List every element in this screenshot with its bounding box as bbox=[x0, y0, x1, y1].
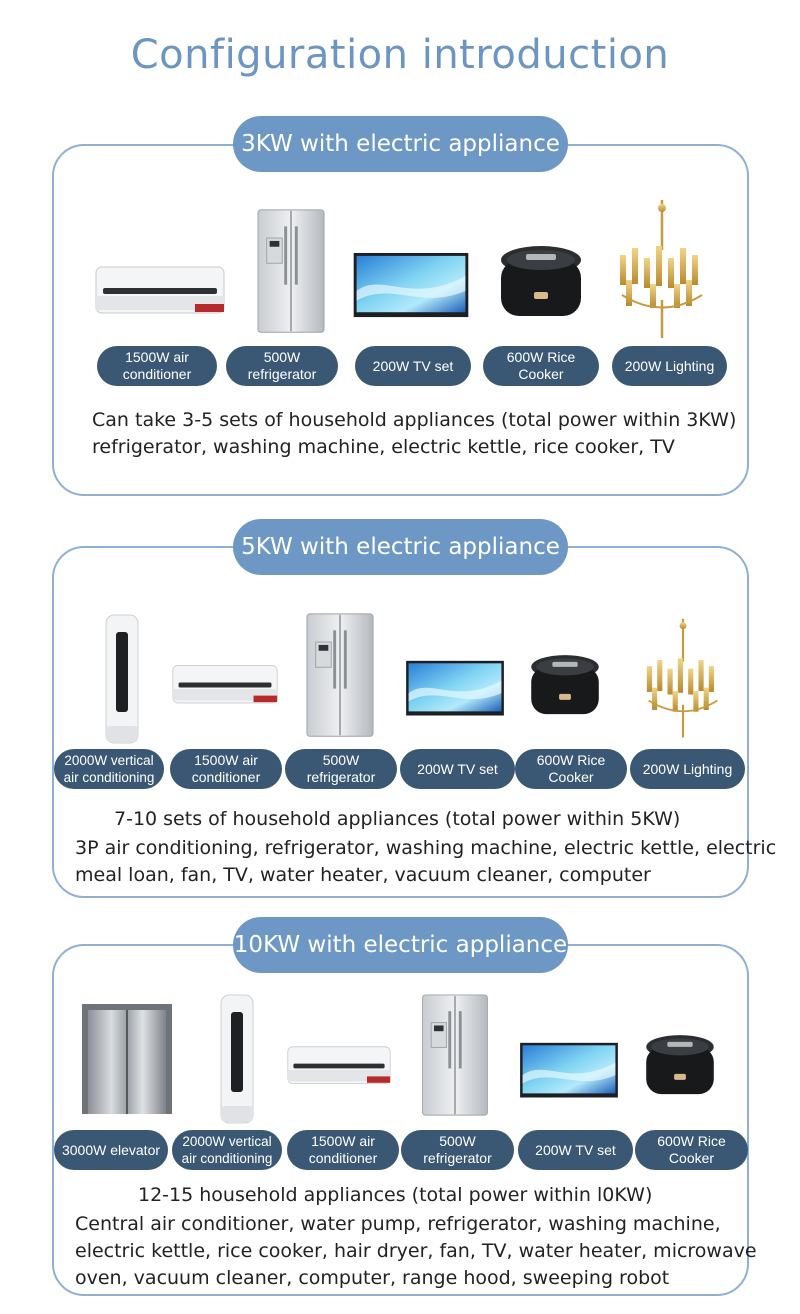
rice-cooker-icon bbox=[496, 240, 586, 330]
tv-icon bbox=[352, 252, 470, 320]
section-3kw-header: 3KW with electric appliance bbox=[233, 116, 568, 172]
appliance-label: 600W Rice Cooker bbox=[635, 1130, 748, 1170]
appliance-label: 600W Rice Cooker bbox=[515, 749, 627, 789]
refrigerator-icon bbox=[257, 208, 325, 336]
air-conditioner-icon bbox=[95, 266, 225, 316]
tv-icon bbox=[519, 1042, 619, 1100]
section-description: 7-10 sets of household appliances (total power within 5KW) bbox=[114, 808, 681, 830]
refrigerator-icon bbox=[306, 612, 374, 740]
elevator-icon bbox=[82, 1004, 172, 1114]
appliance-label: 200W TV set bbox=[400, 749, 515, 789]
section-description: refrigerator, washing machine, electric kettle, rice cooker, TV bbox=[92, 436, 675, 458]
section-description: Can take 3-5 sets of household appliances (total power within 3KW) bbox=[92, 409, 737, 431]
air-conditioner-icon bbox=[286, 1046, 392, 1086]
appliance-label: 200W TV set bbox=[355, 346, 471, 386]
appliance-label: 1500W air conditioner bbox=[97, 346, 217, 386]
section-description: Central air conditioner, water pump, refrigerator, washing machine, bbox=[75, 1213, 721, 1235]
air-conditioner-icon bbox=[172, 664, 278, 706]
appliance-label: 500W refrigerator bbox=[285, 749, 397, 789]
rice-cooker-icon bbox=[642, 1030, 718, 1106]
section-description: meal loan, fan, TV, water heater, vacuum cleaner, computer bbox=[75, 864, 651, 886]
section-5kw-header: 5KW with electric appliance bbox=[233, 519, 568, 575]
section-description: 12-15 household appliances (total power within l0KW) bbox=[138, 1184, 653, 1206]
appliance-label: 500W refrigerator bbox=[226, 346, 338, 386]
rice-cooker-icon bbox=[527, 650, 603, 726]
page-title: Configuration introduction bbox=[130, 32, 670, 78]
appliance-label: 200W Lighting bbox=[612, 346, 727, 386]
section-description: 3P air conditioning, refrigerator, washing machine, electric kettle, electric bbox=[75, 837, 777, 859]
appliance-label: 3000W elevator bbox=[54, 1130, 168, 1170]
appliance-label: 2000W vertical air conditioning bbox=[172, 1130, 282, 1170]
appliance-label: 1500W air conditioner bbox=[287, 1130, 399, 1170]
chandelier-icon bbox=[640, 614, 726, 744]
chandelier-icon bbox=[612, 200, 712, 340]
section-description: electric kettle, rice cooker, hair dryer, fan, TV, water heater, microwave bbox=[75, 1240, 757, 1262]
appliance-label: 500W refrigerator bbox=[401, 1130, 514, 1170]
appliance-label: 200W TV set bbox=[518, 1130, 633, 1170]
refrigerator-icon bbox=[421, 994, 489, 1118]
appliance-label: 2000W vertical air conditioning bbox=[54, 749, 164, 789]
appliance-label: 1500W air conditioner bbox=[170, 749, 282, 789]
section-description: oven, vacuum cleaner, computer, range hood, sweeping robot bbox=[75, 1267, 670, 1289]
appliance-label: 600W Rice Cooker bbox=[483, 346, 599, 386]
appliance-label: 200W Lighting bbox=[630, 749, 745, 789]
standing-air-conditioner-icon bbox=[219, 994, 255, 1124]
tv-icon bbox=[404, 660, 506, 718]
section-10kw-header: 10KW with electric appliance bbox=[233, 917, 568, 973]
standing-air-conditioner-icon bbox=[104, 614, 140, 744]
